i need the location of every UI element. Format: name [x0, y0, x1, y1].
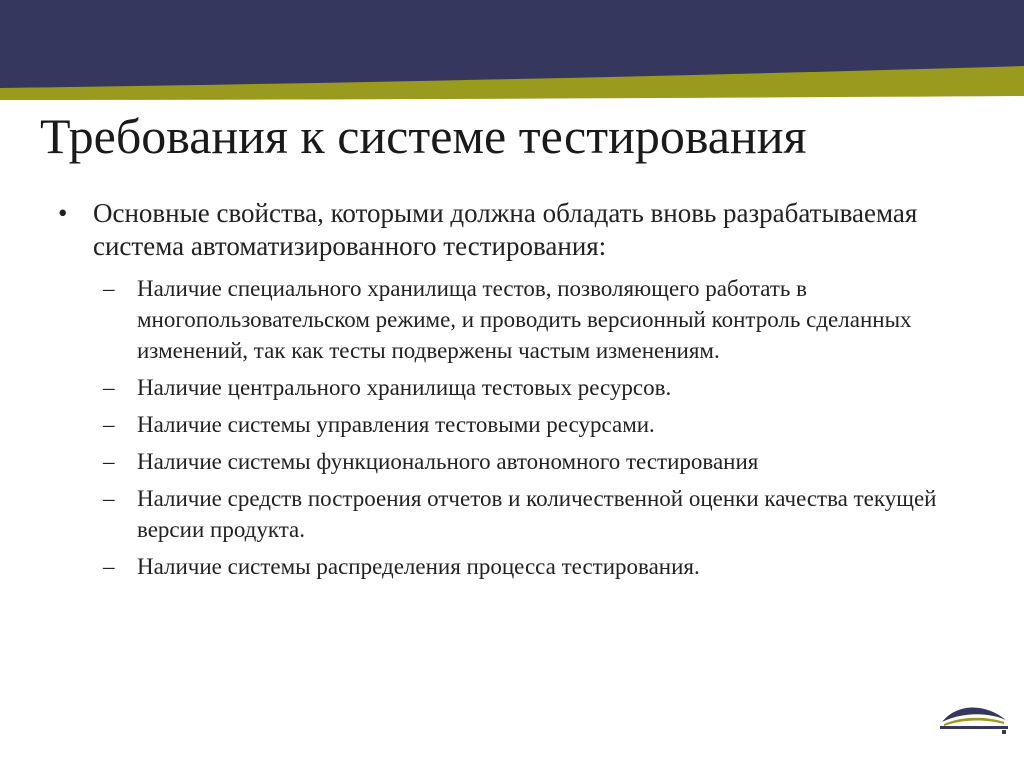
sub-bullet-list — [93, 273, 958, 582]
sub-bullet-text: Наличие средств построения отчетов и количественной оценки качества текущей версии продукта. — [137, 486, 937, 542]
dash-marker: – — [103, 554, 115, 579]
sub-bullet-text: Наличие специального хранилища тестов, позволяющего работать в многопользовательском режиме, и проводить версионный контроль сделанных изменений, так как тесты подвержены частым изменениям. — [137, 276, 912, 363]
bullet-marker: • — [58, 198, 68, 228]
sub-bullet-item — [93, 273, 958, 366]
sub-bullet-text: Наличие центрального хранилища тестовых ресурсов. — [137, 375, 672, 400]
sub-bullet-item — [93, 372, 958, 403]
sub-bullet-item — [93, 551, 958, 582]
dash-marker: – — [103, 486, 115, 511]
sub-bullet-item — [93, 409, 958, 440]
sub-bullet-text: Наличие системы распределения процесса тестирования. — [137, 554, 700, 579]
slide-title: Требования к системе тестирования — [40, 108, 807, 164]
arc-logo-icon — [938, 700, 1010, 736]
dash-marker: – — [103, 449, 115, 474]
dash-marker: – — [103, 375, 115, 400]
sub-bullet-text: Наличие системы функционального автономного тестирования — [137, 449, 759, 474]
sub-bullet-item — [93, 483, 958, 545]
main-bullet-list — [58, 197, 958, 588]
main-bullet-text: Основные свойства, которыми должна обладать вновь разрабатываемая система автоматизированного тестирования: — [93, 198, 918, 261]
main-bullet-item — [58, 197, 958, 582]
dash-marker: – — [103, 276, 115, 301]
sub-bullet-text: Наличие системы управления тестовыми ресурсами. — [137, 412, 655, 437]
dash-marker: – — [103, 412, 115, 437]
header-band — [0, 0, 1024, 110]
sub-bullet-item — [93, 446, 958, 477]
